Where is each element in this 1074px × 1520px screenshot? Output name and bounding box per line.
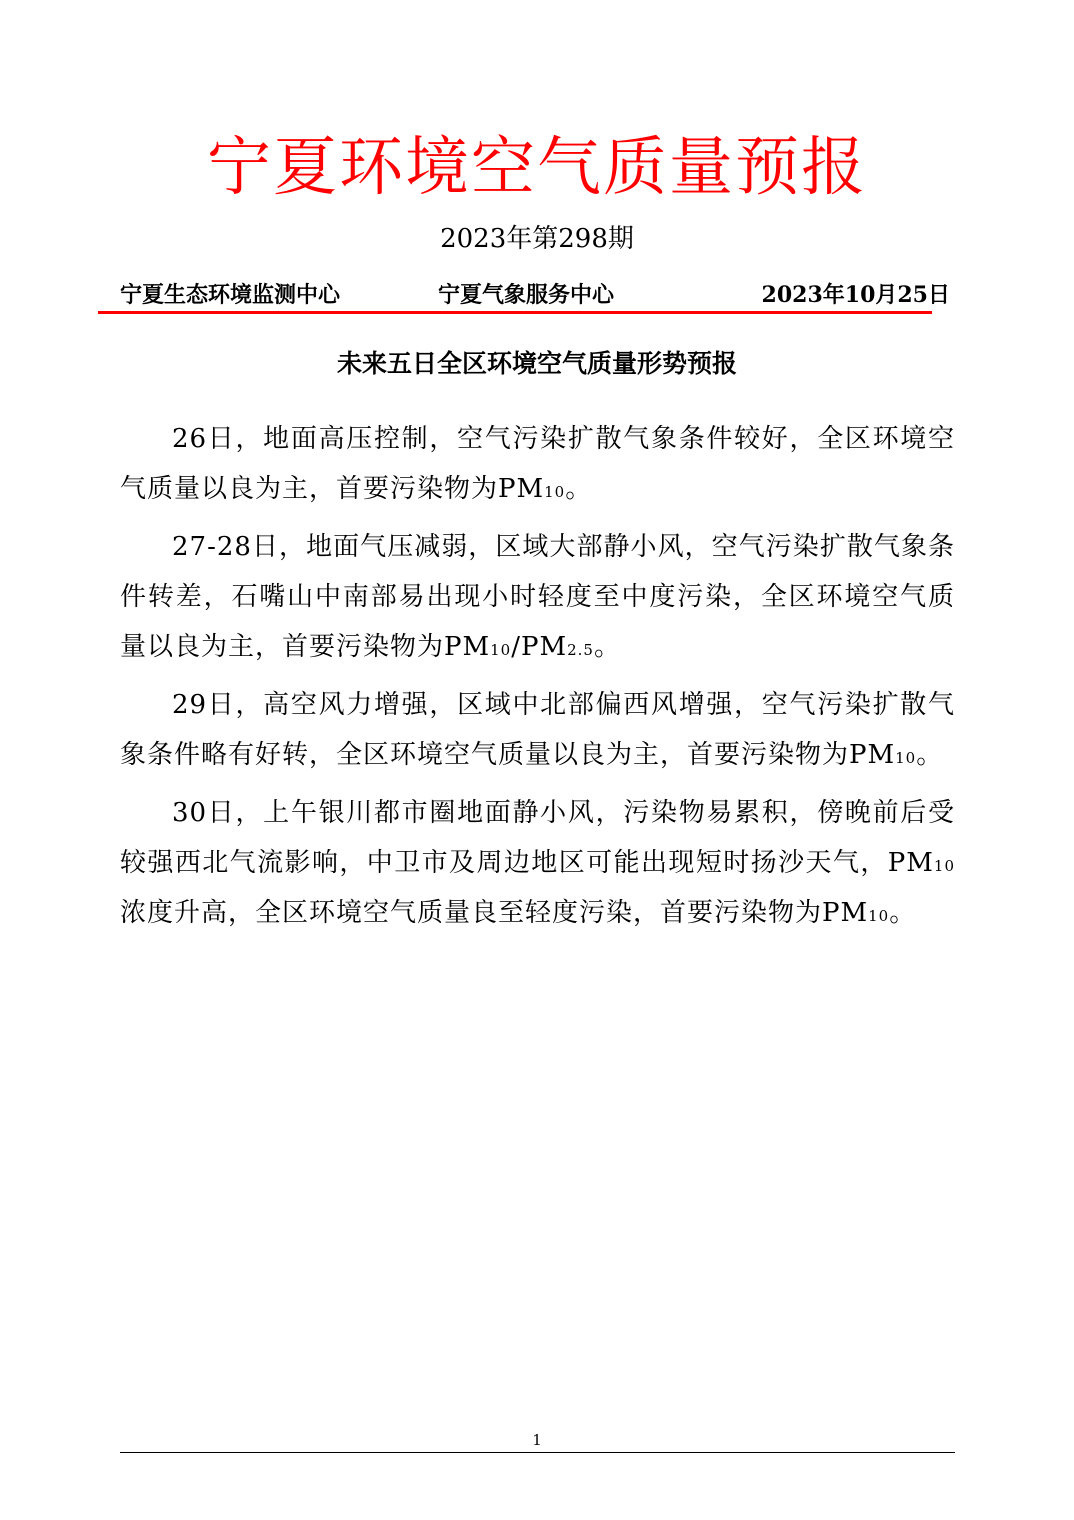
forecast-paragraph-30: 30日，上午银川都市圈地面静小风，污染物易累积，傍晚前后受较强西北气流影响，中卫市及周边地区可能出现短时扬沙天气，PM10浓度升高，全区环境空气质量良至轻度污染，首要污染物为PM10。 bbox=[120, 798, 955, 928]
section-title: 未来五日全区环境空气质量形势预报 bbox=[336, 349, 737, 378]
document-masthead-title: 宁夏环境空气质量预报 bbox=[207, 131, 867, 205]
issuer-weather-service: 宁夏气象服务中心 bbox=[438, 282, 615, 308]
page-number: 1 bbox=[532, 1431, 542, 1449]
forecast-paragraph-27-28: 27-28日，地面气压减弱，区域大部静小风，空气污染扩散气象条件转差，石嘴山中南部易出现小时轻度至中度污染，全区环境空气质量以良为主，首要污染物为PM10/PM2.5。 bbox=[120, 532, 955, 662]
issue-date: 2023年10月25日 bbox=[761, 282, 950, 308]
forecast-body bbox=[120, 414, 955, 946]
forecast-paragraph-29: 29日，高空风力增强，区域中北部偏西风增强，空气污染扩散气象条件略有好转，全区环境空气质量以良为主，首要污染物为PM10。 bbox=[120, 690, 955, 770]
forecast-paragraph-26: 26日，地面高压控制，空气污染扩散气象条件较好，全区环境空气质量以良为主，首要污染物为PM10。 bbox=[120, 424, 955, 504]
masthead-red-divider bbox=[98, 311, 932, 314]
issuer-line bbox=[120, 279, 950, 311]
footer-divider bbox=[120, 1452, 955, 1453]
issuer-monitoring-center: 宁夏生态环境监测中心 bbox=[120, 282, 341, 308]
issue-number: 2023年第298期 bbox=[440, 224, 634, 254]
